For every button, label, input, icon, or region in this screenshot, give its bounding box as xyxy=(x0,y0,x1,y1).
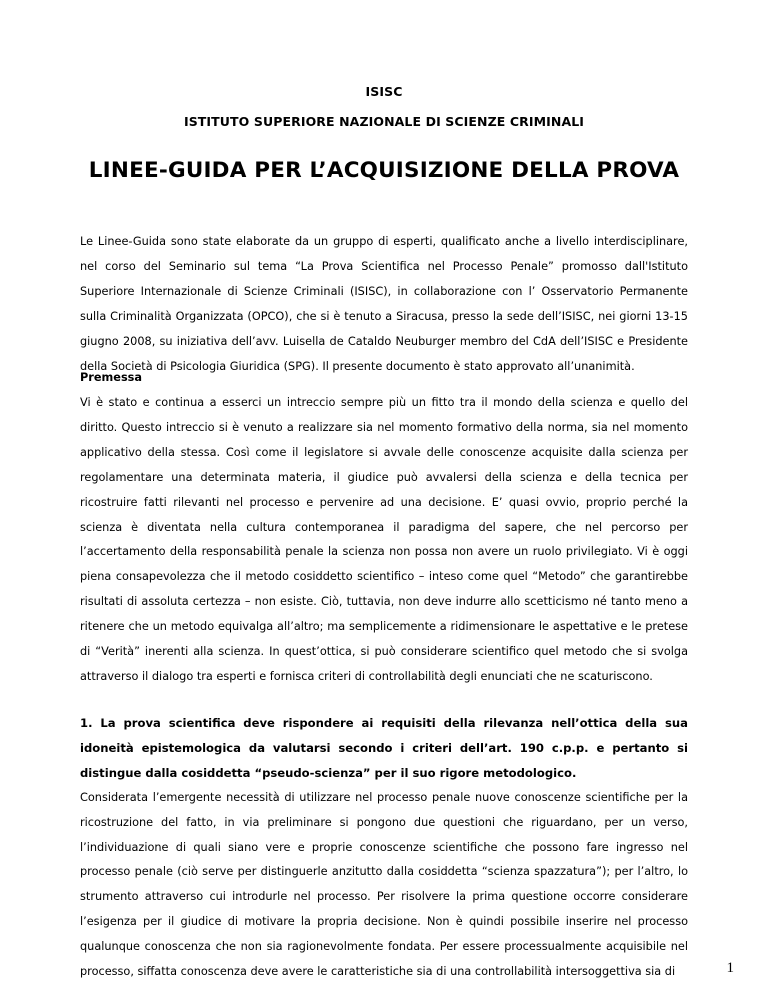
organization-full-name: ISTITUTO SUPERIORE NAZIONALE DI SCIENZE CRIMINALI xyxy=(183,114,585,129)
intro-paragraph: Le Linee-Guida sono state elaborate da un gruppo di esperti, qualificato anche a livello interdisciplinare, nel corso del Seminario sul tema “La Prova Scientifica nel Processo Penale” promosso dall'Istituto Superiore Internazionale di Scienze Criminali (ISISC), in collaborazione con l’ Osservatorio Permanente sulla Criminalità Organizzata (OPCO), che si è tenuto a Siracusa, presso la sede dell’ISISC, nei giorni 13-15 giugno 2008, su iniziativa dell’avv. Luisella de Cataldo Neuburger membro del CdA dell’ISISC e Presidente della Società di Psicologia Giuridica (SPG). Il presente documento è stato approvato all’unanimità. xyxy=(80,235,688,373)
premessa-paragraph: Vi è stato e continua a esserci un intreccio sempre più un fitto tra il mondo della scienza e quello del diritto. Questo intreccio si è venuto a realizzare sia nel momento formativo della norma, sia nel momento applicativo della stessa. Così come il legislatore si avvale delle conoscenze acquisite dalla scienza per regolamentare una determinata materia, il giudice può avvalersi della scienza e della tecnica per ricostruire fatti rilevanti nel processo e pervenire ad una decisione. E’ quasi ovvio, proprio perché la scienza è diventata nella cultura contemporanea il paradigma del sapere, che nel percorso per l’accertamento della responsabilità penale la scienza non possa non avere un ruolo privilegiato. Vi è oggi piena consapevolezza che il metodo cosiddetto scientifico – inteso come quel “Metodo” che garantirebbe risultati di assoluta certezza – non esiste. Ciò, tuttavia, non deve indurre allo scetticismo né tanto meno a ritenere che un metodo equivalga all’altro; ma semplicemente a ridimensionare le aspettative e le pretese di “Verità” inerenti alla scienza. In quest’ottica, si può considerare scientifico quel metodo che si svolga attraverso il dialogo tra esperti e fornisca criteri di controllabilità degli enunciati che ne scaturiscono. xyxy=(80,396,688,683)
page-number: 1 xyxy=(726,960,734,976)
document-title: LINEE-GUIDA PER L’ACQUISIZIONE DELLA PROVA xyxy=(88,158,680,183)
premessa-heading: Premessa xyxy=(80,371,143,384)
section-1-heading: 1. La prova scientifica deve rispondere ai requisiti della rilevanza nell’ottica della sua idoneità epistemologica da valutarsi secondo i criteri dell’art. 190 c.p.p. e pertanto si distingue dalla cosiddetta “pseudo-scienza” per il suo rigore metodologico. xyxy=(80,716,688,780)
organization-acronym: ISISC xyxy=(365,84,403,99)
section-1 xyxy=(80,711,688,985)
section-1-paragraph: Considerata l’emergente necessità di utilizzare nel processo penale nuove conoscenze scientifiche per la ricostruzione del fatto, in via preliminare si pongono due questioni che riguardano, per un verso, l’individuazione di quali siano vere e proprie conoscenze scientifiche che possono fare ingresso nel processo penale (ciò serve per distinguerle anzitutto dalla cosiddetta “scienza spazzatura”); per l’altro, lo strumento attraverso cui introdurle nel processo. Per risolvere la prima questione occorre considerare l’esigenza per il giudice di motivare la propria decisione. Non è quindi possibile inserire nel processo qualunque conoscenza che non sia ragionevolmente fondata. Per essere processualmente acquisibile nel processo, siffatta conoscenza deve avere le caratteristiche sia di una controllabilità intersoggettiva sia di xyxy=(80,790,688,979)
